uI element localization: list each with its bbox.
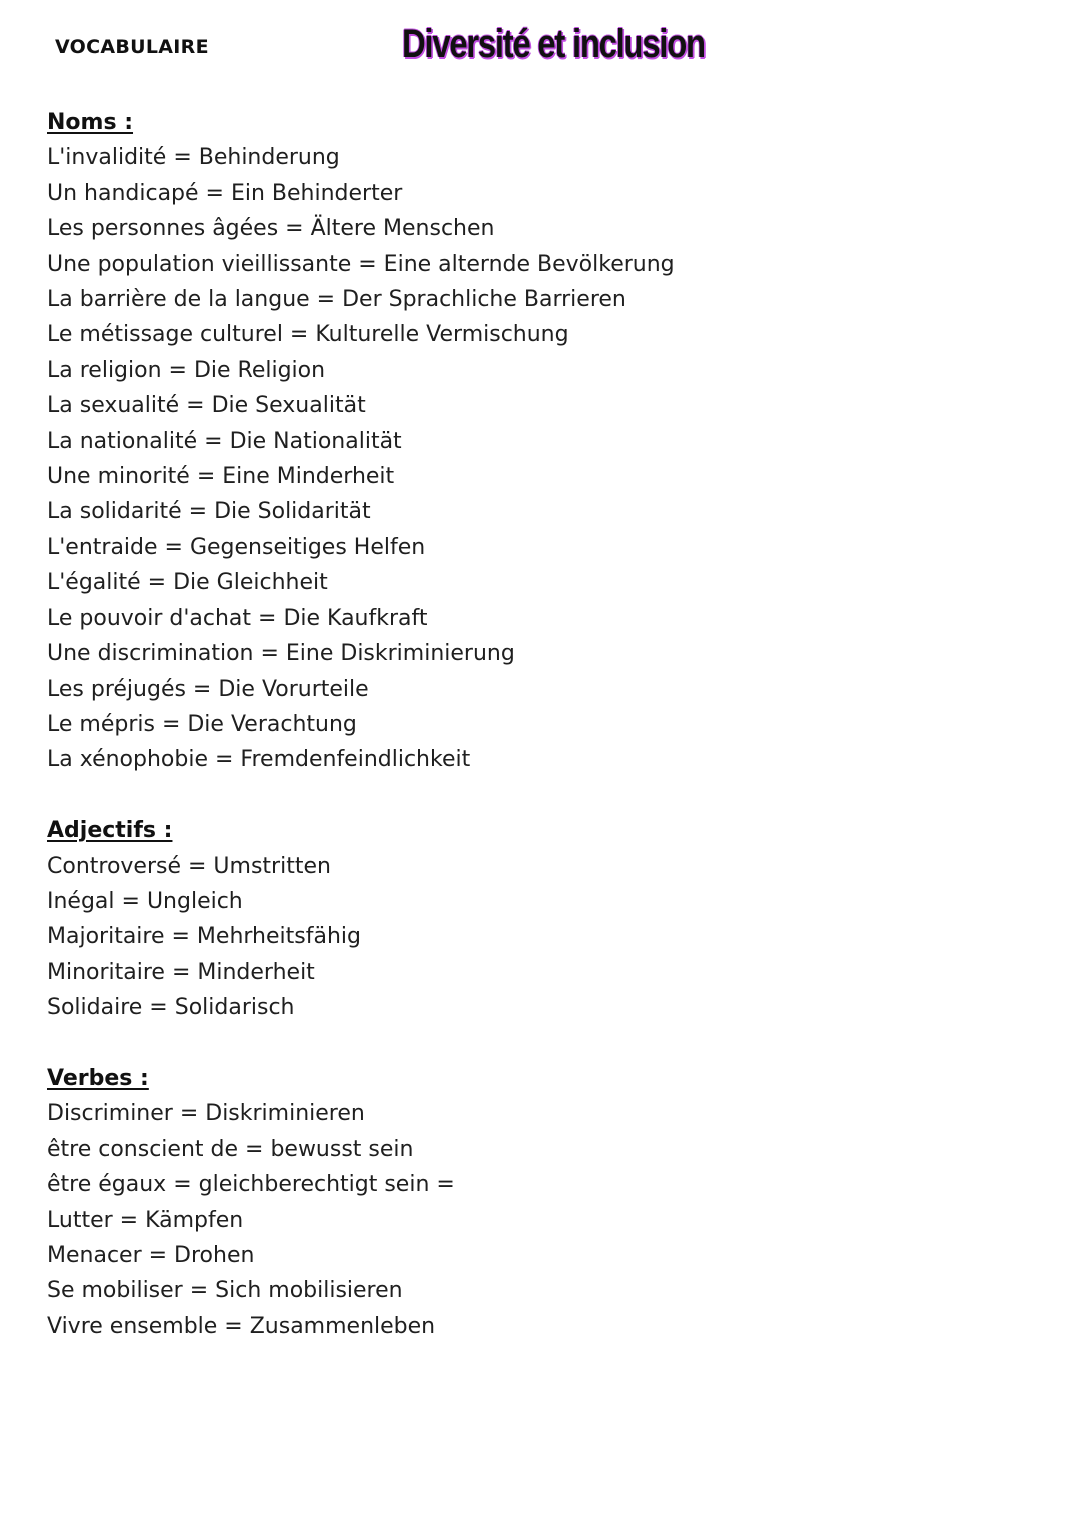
vocab-item: L'entraide = Gegenseitiges Helfen: [47, 534, 426, 560]
vocab-item: La religion = Die Religion: [47, 357, 326, 383]
vocab-item: Controversé = Umstritten: [47, 853, 331, 879]
vocab-item: Une population vieillissante = Eine alternde Bevölkerung: [47, 251, 675, 277]
vocab-item: L'égalité = Die Gleichheit: [47, 570, 328, 596]
section-spacer: [47, 778, 1027, 813]
section-heading-verbes: Verbes :: [47, 1065, 149, 1091]
vocab-item: Un handicapé = Ein Behinderter: [47, 180, 403, 206]
vocab-item: Le mépris = Die Verachtung: [47, 711, 357, 737]
vocab-item: La nationalité = Die Nationalität: [47, 428, 402, 454]
vocab-item: être conscient de = bewusst sein: [47, 1136, 414, 1162]
vocab-item: Menacer = Drohen: [47, 1242, 255, 1268]
vocab-item: Une minorité = Eine Minderheit: [47, 464, 395, 490]
vocab-item: Vivre ensemble = Zusammenleben: [47, 1313, 436, 1339]
section-heading-noms: Noms :: [47, 110, 134, 135]
vocab-item: Discriminer = Diskriminieren: [47, 1101, 365, 1127]
vocab-item: La xénophobie = Fremdenfeindlichkeit: [47, 747, 471, 773]
vocab-item: La barrière de la langue = Der Sprachliche Barrieren: [47, 287, 626, 313]
vocab-item: Majoritaire = Mehrheitsfähig: [47, 924, 361, 950]
header-label: VOCABULAIRE: [55, 36, 209, 58]
vocab-item: Inégal = Ungleich: [47, 888, 243, 914]
vocab-item: être égaux = gleichberechtigt sein =: [47, 1172, 455, 1198]
list-noms: [47, 140, 1027, 777]
vocab-item: La sexualité = Die Sexualität: [47, 393, 366, 419]
vocab-item: L'invalidité = Behinderung: [47, 145, 340, 171]
list-adjectifs: [47, 849, 1027, 1026]
vocab-item: Les préjugés = Die Vorurteile: [47, 676, 369, 702]
section-heading-adjectifs: Adjectifs :: [47, 818, 173, 844]
vocab-item: Minoritaire = Minderheit: [47, 959, 315, 985]
vocab-item: Lutter = Kämpfen: [47, 1207, 244, 1233]
vocab-item: Le métissage culturel = Kulturelle Vermischung: [47, 322, 569, 348]
vocab-item: Se mobiliser = Sich mobilisieren: [47, 1278, 403, 1304]
page-title: Diversité et inclusion: [402, 22, 705, 66]
vocab-item: Une discrimination = Eine Diskriminierung: [47, 641, 515, 667]
vocab-item: Les personnes âgées = Ältere Menschen: [47, 216, 495, 242]
list-verbes: [47, 1096, 1027, 1344]
vocab-item: La solidarité = Die Solidarität: [47, 499, 371, 525]
vocab-item: Solidaire = Solidarisch: [47, 995, 295, 1021]
vocab-item: Le pouvoir d'achat = Die Kaufkraft: [47, 605, 428, 631]
vocabulary-content: [47, 105, 1027, 1344]
section-spacer: [47, 1026, 1027, 1061]
